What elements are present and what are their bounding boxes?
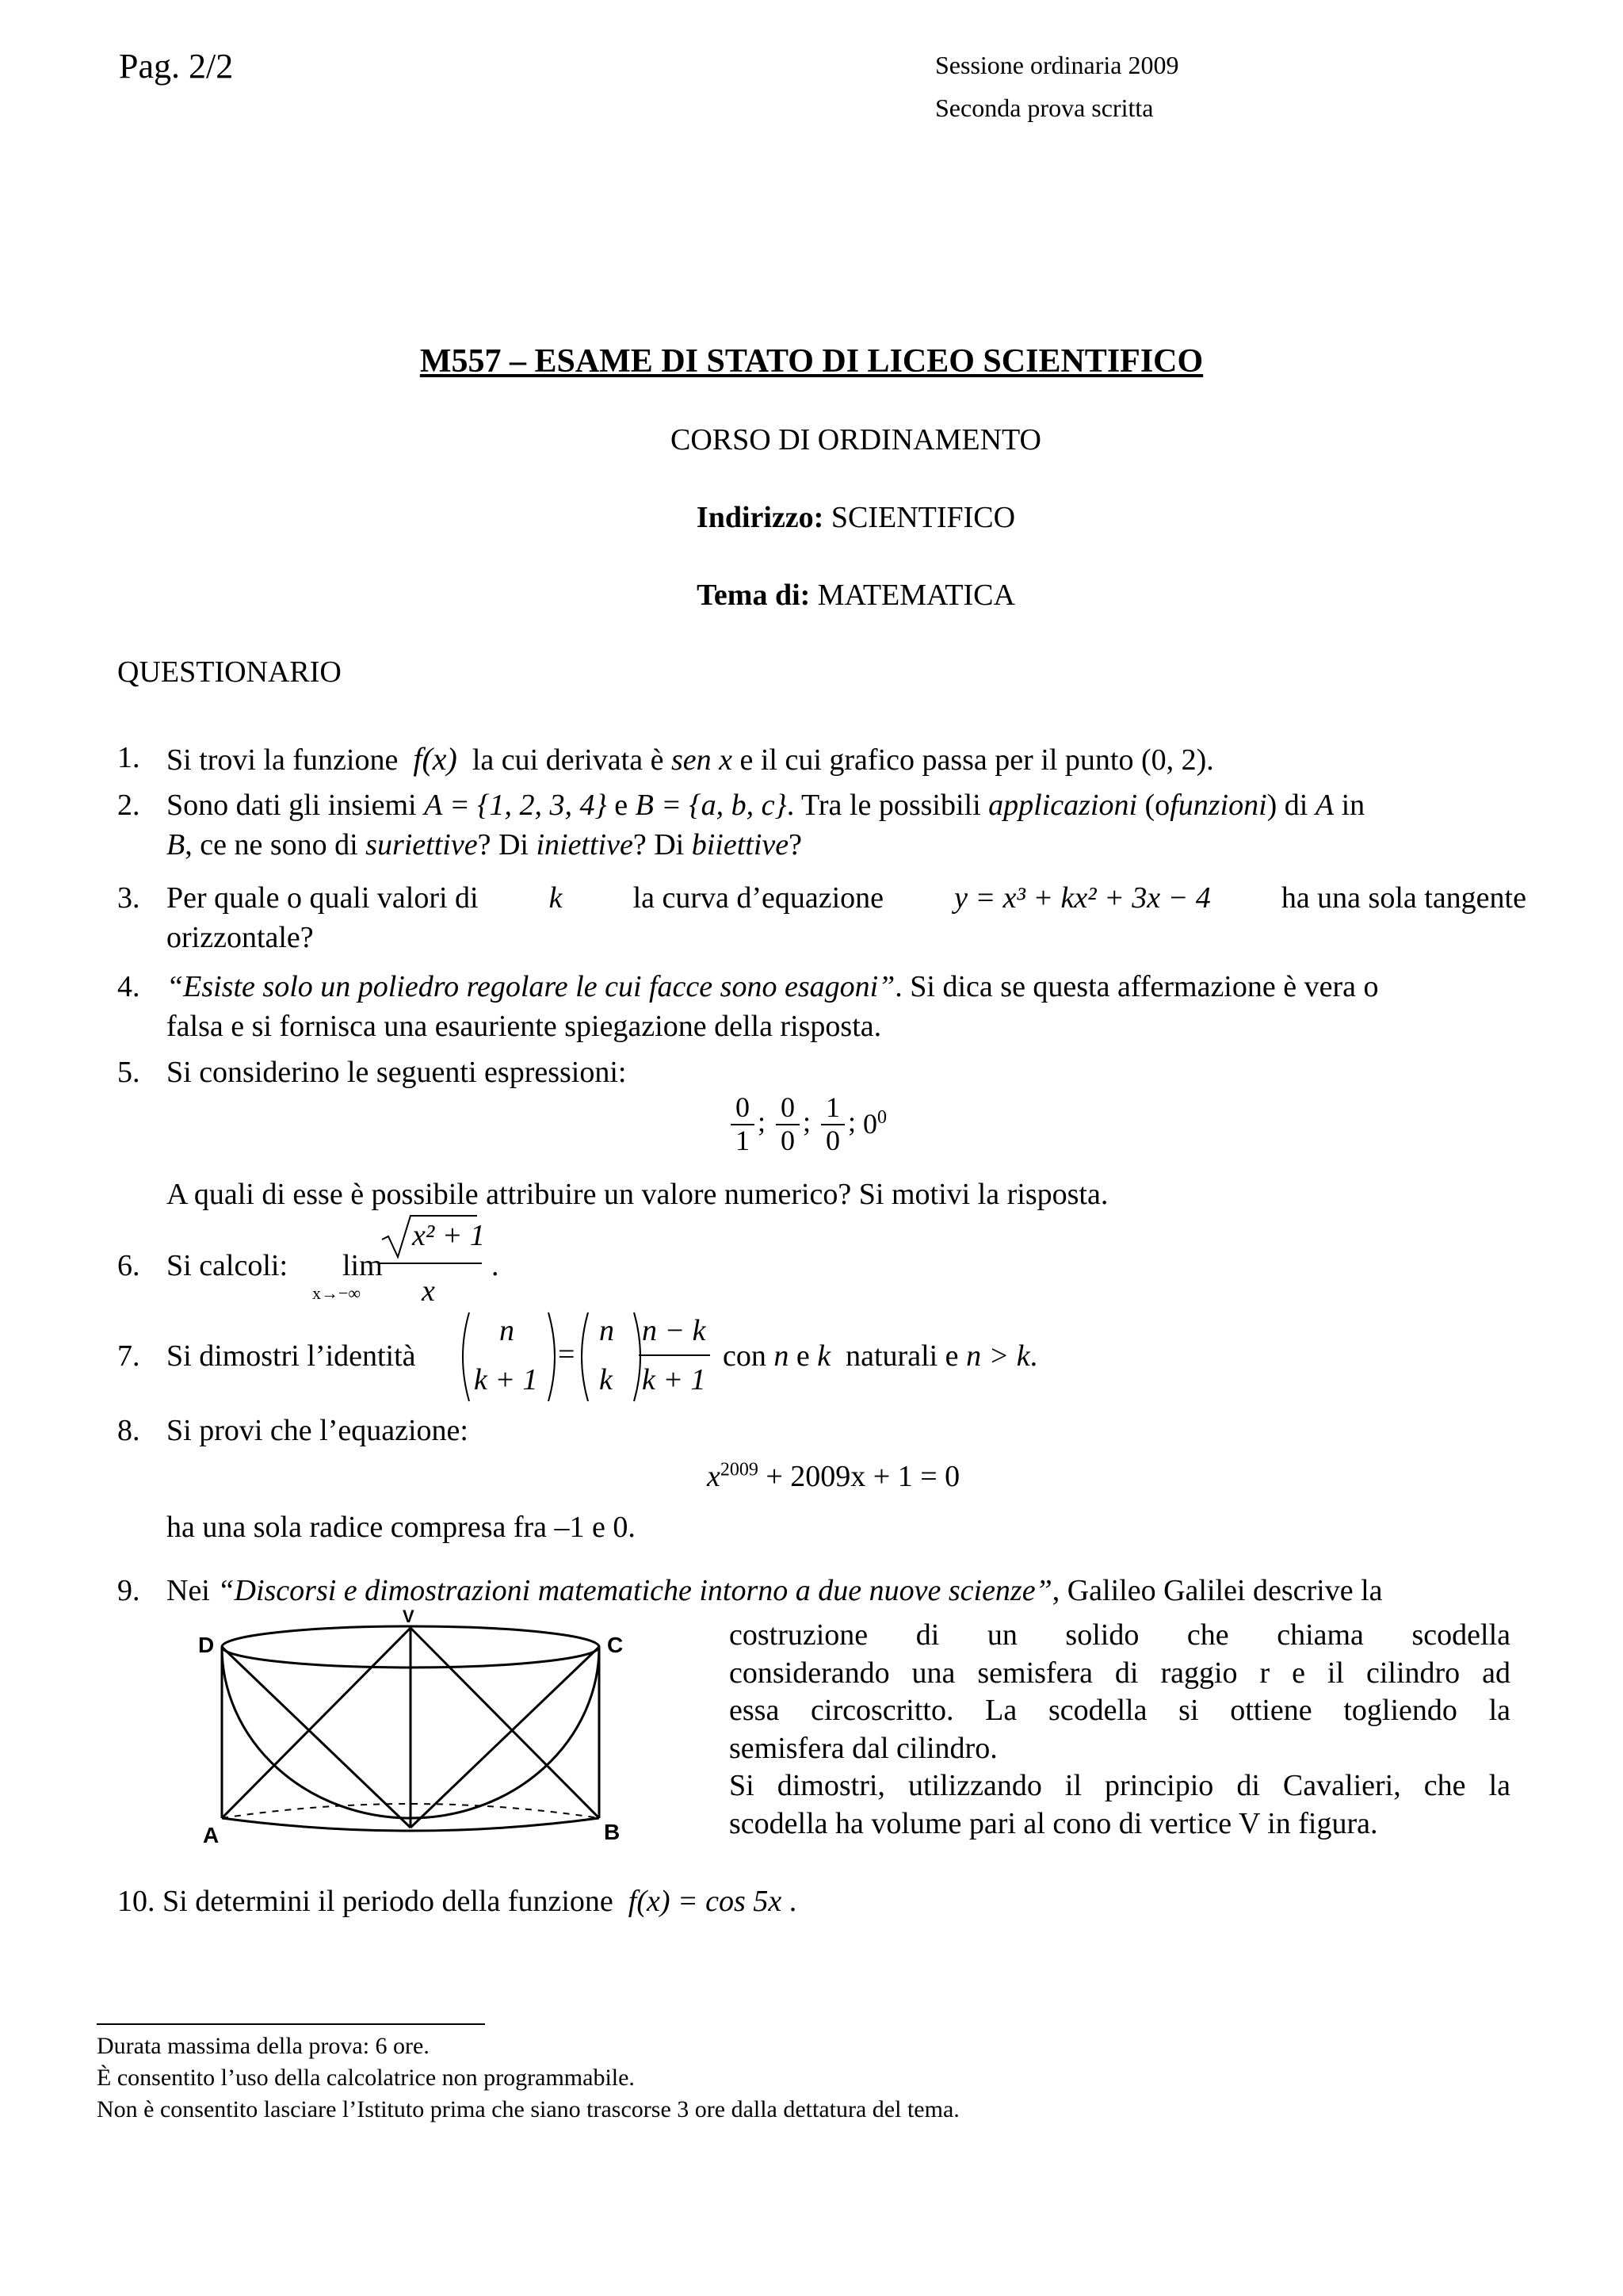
question-number: 5. — [117, 1056, 140, 1089]
q2-and: e — [614, 789, 628, 822]
scodella-figure — [198, 1606, 626, 1851]
fig-label-d: D — [198, 1633, 215, 1657]
q2-di1: ? Di — [477, 828, 529, 861]
theme-value: MATEMATICA — [817, 579, 1015, 612]
q9-line: Si dimostri, utilizzando il principio di Cavalieri, che la — [729, 1769, 1510, 1802]
q9-line: essa circoscritto. La scodella si ottiene togliendo la — [729, 1694, 1510, 1727]
q7-binom1-top: n — [499, 1314, 514, 1347]
q7-binom2-bottom: k — [599, 1363, 613, 1396]
q3-k: k — [548, 881, 563, 915]
q5-line3: A quali di esse è possibile attribuire un valore numerico? Si motivi la risposta. — [166, 1178, 1109, 1211]
q8-equation: $x^{2009} + 2009x + 1 = 0$ — [707, 1459, 960, 1493]
q1-function: f(x) — [413, 741, 457, 777]
q2-line2: , ce ne sono di — [185, 828, 358, 861]
theme-label: Tema di: — [697, 579, 811, 612]
fig-label-c: C — [607, 1633, 624, 1657]
q9-line: costruzione di un solido che chiama scodella — [729, 1618, 1510, 1652]
q7-equals: = — [558, 1338, 575, 1371]
q7-binom2-top: n — [599, 1314, 614, 1347]
q2-in: in — [1341, 789, 1365, 822]
question-number: 10. — [117, 1885, 155, 1918]
q2-text-b: . Tra le possibili — [786, 789, 981, 822]
q5-frac-2: $\frac{0}{0}$ — [776, 1092, 800, 1156]
q2-iniettive: iniettive — [536, 828, 633, 861]
q3-text-c: ha una sola tangente — [1281, 881, 1526, 915]
q9-text-a: Nei — [166, 1574, 210, 1607]
question-number: 3. — [117, 881, 140, 915]
q2-qm: ? — [789, 828, 802, 861]
page-number: Pag. 2/2 — [119, 47, 234, 86]
q7-frac-den: k + 1 — [642, 1363, 706, 1396]
q5-sep: ; — [848, 1105, 857, 1137]
session-label: Sessione ordinaria 2009 — [935, 51, 1179, 79]
q1-text-c: la cui derivata è — [472, 743, 664, 777]
question-number: 9. — [117, 1574, 140, 1607]
q5-text-a: Si considerino le seguenti espressioni: — [166, 1056, 627, 1089]
q4-text-a: . Si dica se questa affermazione è vera o — [895, 970, 1379, 1003]
address-value: SCIENTIFICO — [831, 501, 1016, 534]
q9-quote: “Discorsi e dimostrazioni matematiche intorno a due nuove scienze” — [217, 1574, 1052, 1607]
q10-dot: . — [789, 1885, 797, 1918]
fig-label-v: V — [403, 1606, 414, 1626]
question-number: 4. — [117, 970, 140, 1003]
q7-condition: con n e k naturali e n > k. — [723, 1339, 1038, 1373]
question-number: 2. — [117, 789, 140, 822]
q7-identity — [458, 1309, 727, 1404]
q6-dot: . — [491, 1249, 499, 1282]
q5-expressions — [727, 1092, 887, 1156]
address-line — [0, 499, 1623, 537]
q1-text-e: e il cui grafico passa per il punto (0, 2). — [739, 743, 1214, 777]
scodella-diagram — [198, 1614, 626, 1851]
q7-frac-num: n − k — [642, 1314, 706, 1347]
q2-applicazioni: applicazioni — [988, 789, 1138, 822]
q6-denominator: x — [422, 1274, 435, 1308]
q2-o: (o — [1144, 789, 1170, 822]
q1-derivative: sen x — [670, 743, 732, 777]
question-number: 6. — [117, 1249, 140, 1282]
q5-frac-1: $\frac{0}{1}$ — [731, 1092, 754, 1156]
q7-binom1-bottom: k + 1 — [474, 1363, 538, 1396]
q10-text-a: Si determini il periodo della funzione — [162, 1885, 613, 1918]
fig-label-a: A — [203, 1823, 220, 1847]
q2-A: A — [1315, 789, 1335, 822]
q6-lim: lim — [342, 1249, 383, 1282]
q1-text-a: Si trovi la funzione — [166, 743, 399, 777]
q2-funzioni: funzioni — [1170, 789, 1267, 822]
question-10 — [117, 1883, 796, 1921]
footer-leave: Non è consentito lasciare l’Istituto prima che siano trascorse 3 ore dalla dettatura del tema. — [97, 2096, 960, 2122]
q3-text-a: Per quale o quali valori di — [166, 881, 479, 915]
q9-line: semisfera dal cilindro. — [729, 1731, 998, 1765]
q2-di2: ? Di — [632, 828, 685, 861]
footer-duration: Durata massima della prova: 6 ore. — [97, 2033, 430, 2059]
q2-biiettive: biiettive — [691, 828, 789, 861]
course-label: CORSO DI ORDINAMENTO — [670, 423, 1041, 457]
address-label: Indirizzo: — [696, 501, 824, 534]
section-title: QUESTIONARIO — [117, 655, 342, 689]
q2-B: B — [166, 828, 185, 861]
q3-line2: orizzontale? — [166, 921, 314, 954]
exam-title: M557 – ESAME DI STATO DI LICEO SCIENTIFICO — [419, 343, 1204, 380]
q7-text-a: Si dimostri l’identità — [166, 1339, 416, 1373]
q10-equation: f(x) = cos 5x — [628, 1885, 782, 1918]
q5-zero-power: $0^0$ — [863, 1107, 888, 1140]
footer-calculator: È consentito l’uso della calcolatrice non programmabile. — [97, 2065, 635, 2091]
q9-line: scodella ha volume pari al cono di vertice V in figura. — [729, 1806, 1378, 1840]
q2-set-a: A = {1, 2, 3, 4} — [424, 789, 607, 822]
q3-text-b: la curva d’equazione — [632, 881, 884, 915]
question-number: 7. — [117, 1339, 140, 1373]
q9-text-b: , Galileo Galilei descrive la — [1052, 1574, 1383, 1607]
q2-set-b: B = {a, b, c} — [635, 789, 787, 822]
q5-sep: ; — [803, 1105, 812, 1137]
q6-text-a: Si calcoli: — [166, 1249, 288, 1282]
q3-equation: y = x³ + kx² + 3x − 4 — [954, 881, 1211, 915]
question-number: 1. — [117, 741, 140, 774]
question-number: 8. — [117, 1414, 140, 1447]
q8-line3: ha una sola radice compresa fra –1 e 0. — [166, 1511, 636, 1544]
q2-text-a: Sono dati gli insiemi — [166, 789, 417, 822]
q9-description — [729, 1617, 1510, 1843]
q2-suriettive: suriettive — [365, 828, 478, 861]
test-label: Seconda prova scritta — [935, 94, 1154, 122]
q5-frac-3: $\frac{1}{0}$ — [821, 1092, 845, 1156]
fig-label-b: B — [604, 1820, 621, 1844]
q4-line2: falsa e si fornisca una esauriente spiegazione della risposta. — [166, 1010, 882, 1043]
q6-lim-sub: x→−∞ — [312, 1283, 361, 1303]
q6-numerator: x² + 1 — [412, 1219, 485, 1252]
q9-line: considerando una semisfera di raggio r e il cilindro ad — [729, 1656, 1510, 1690]
q4-quote: “Esiste solo un poliedro regolare le cui facce sono esagoni” — [166, 970, 896, 1003]
q5-sep: ; — [758, 1105, 766, 1137]
footer-rule — [97, 2023, 485, 2025]
q8-text-a: Si provi che l’equazione: — [166, 1414, 468, 1447]
q2-text-c: ) di — [1266, 789, 1308, 822]
theme-line — [0, 577, 1623, 615]
